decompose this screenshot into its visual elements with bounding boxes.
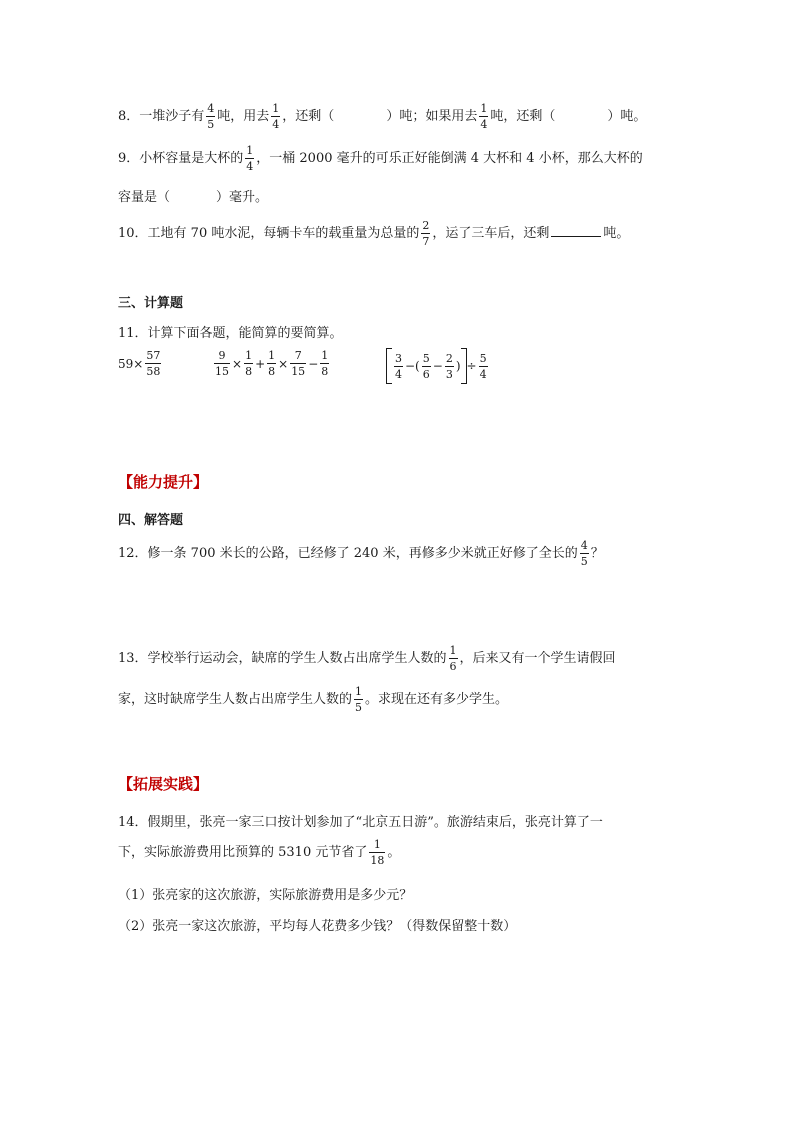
ability-improvement-heading: 【能力提升】 [118, 473, 209, 491]
q10-text-3: 吨。 [603, 226, 630, 241]
section-4-heading: 四、解答题 [118, 513, 184, 528]
extension-practice-heading: 【拓展实践】 [118, 775, 209, 793]
question-13-line-2 [118, 686, 508, 713]
q12-fraction-1: $\frac{4}{5}$ [580, 539, 588, 568]
q13-text-3: 家，这时缺席学生人数占出席学生人数的 [118, 692, 353, 707]
q8-text-3: ，还剩（ [282, 109, 335, 124]
q11-e2-fraction-3: $\frac{1}{8}$ [268, 349, 276, 378]
q11-e3-fraction-4: $\frac{5}{4}$ [479, 351, 487, 381]
q11-e1-fraction: $\frac{57}{58}$ [146, 349, 161, 378]
q13-text-2: ，后来又有一个学生请假回 [459, 651, 616, 666]
q9-text-2: ，一桶 2000 毫升的可乐正好能倒满 4 大杯和 4 小杯，那么大杯的 [256, 151, 643, 166]
q8-text-1: 8．一堆沙子有 [118, 109, 205, 124]
q8-text-4: ）吨；如果用去 [386, 109, 478, 124]
question-10 [118, 220, 629, 247]
q14-fraction-1: $\frac{1}{18}$ [370, 838, 385, 867]
q8-fraction-1: $\frac{4}{5}$ [207, 102, 215, 131]
q11-e3-fraction-1: $\frac{3}{4}$ [395, 351, 402, 381]
q12-text-1: 12．修一条 700 米长的公路，已经修了 240 米，再修多少米就正好修了全长的 [118, 546, 578, 561]
question-9-line-2 [118, 186, 268, 205]
q11-expression-3: $\frac{3}{4}$ −( $\frac{5}{6}$ − $\frac{2}{3}$ ) ÷ $\frac{5}{4}$ [386, 348, 490, 384]
question-14-line-1: 14．假期里，张亮一家三口按计划参加了“北京五日游”。旅游结束后，张亮计算了一 [118, 815, 603, 830]
left-square-bracket [386, 348, 392, 384]
q10-fraction-1: $\frac{2}{7}$ [422, 219, 430, 248]
q13-fraction-2: $\frac{1}{5}$ [355, 685, 363, 714]
q13-text-1: 13．学校举行运动会，缺席的学生人数占出席学生人数的 [118, 651, 447, 666]
q9-text-4: ）毫升。 [216, 190, 269, 205]
q12-text-2: ？ [590, 546, 604, 561]
q13-fraction-1: $\frac{1}{6}$ [449, 644, 457, 673]
q13-text-4: 。求现在还有多少学生。 [365, 692, 509, 707]
q10-text-2: ，运了三车后，还剩 [432, 226, 550, 241]
q10-text-1: 10．工地有 70 吨水泥，每辆卡车的载重量为总量的 [118, 226, 420, 241]
q9-text-3: 容量是（ [118, 190, 171, 205]
question-14-line-2 [118, 839, 400, 866]
q8-text-2: 吨，用去 [217, 109, 270, 124]
question-14-sub-1: （1）张亮家的这次旅游，实际旅游费用是多少元？ [118, 888, 413, 903]
section-3-heading: 三、计算题 [118, 296, 184, 311]
q11-e2-fraction-4: $\frac{7}{15}$ [291, 349, 306, 378]
q11-expression-2: $\frac{9}{15}$ × $\frac{1}{8}$ + $\frac{1}{8}$ × $\frac{7}{15}$ − $\frac{1}{8}$ [215, 349, 329, 378]
question-9-line-1 [118, 145, 643, 172]
q11-e2-fraction-2: $\frac{1}{8}$ [245, 349, 253, 378]
question-12 [118, 540, 604, 567]
q14-text-1: 下，实际旅游费用比预算的 5310 元节省了 [118, 845, 368, 860]
q11-e2-fraction-5: $\frac{1}{8}$ [321, 349, 329, 378]
q9-fraction-1: $\frac{1}{4}$ [246, 144, 254, 173]
q11-e2-fraction-1: $\frac{9}{15}$ [215, 349, 229, 378]
q8-text-6: ）吨。 [607, 109, 647, 124]
question-8 [118, 103, 646, 130]
q8-fraction-3: $\frac{1}{4}$ [480, 102, 488, 131]
q14-text-2: 。 [387, 845, 401, 860]
q11-e3-fraction-2: $\frac{5}{6}$ [422, 351, 430, 381]
question-11-intro: 11．计算下面各题，能简算的要简算。 [118, 326, 343, 341]
q9-text-1: 9．小杯容量是大杯的 [118, 151, 244, 166]
q8-text-5: 吨，还剩（ [490, 109, 556, 124]
q11-e3-fraction-3: $\frac{2}{3}$ [445, 351, 453, 381]
q8-fraction-2: $\frac{1}{4}$ [272, 102, 280, 131]
question-14-sub-2: （2）张亮一家这次旅游，平均每人花费多少钱？（得数保留整十数） [118, 919, 517, 934]
q10-answer-blank[interactable] [551, 224, 601, 237]
question-13-line-1 [118, 645, 616, 672]
q11-expression-1: 59× $\frac{57}{58}$ [118, 349, 161, 378]
